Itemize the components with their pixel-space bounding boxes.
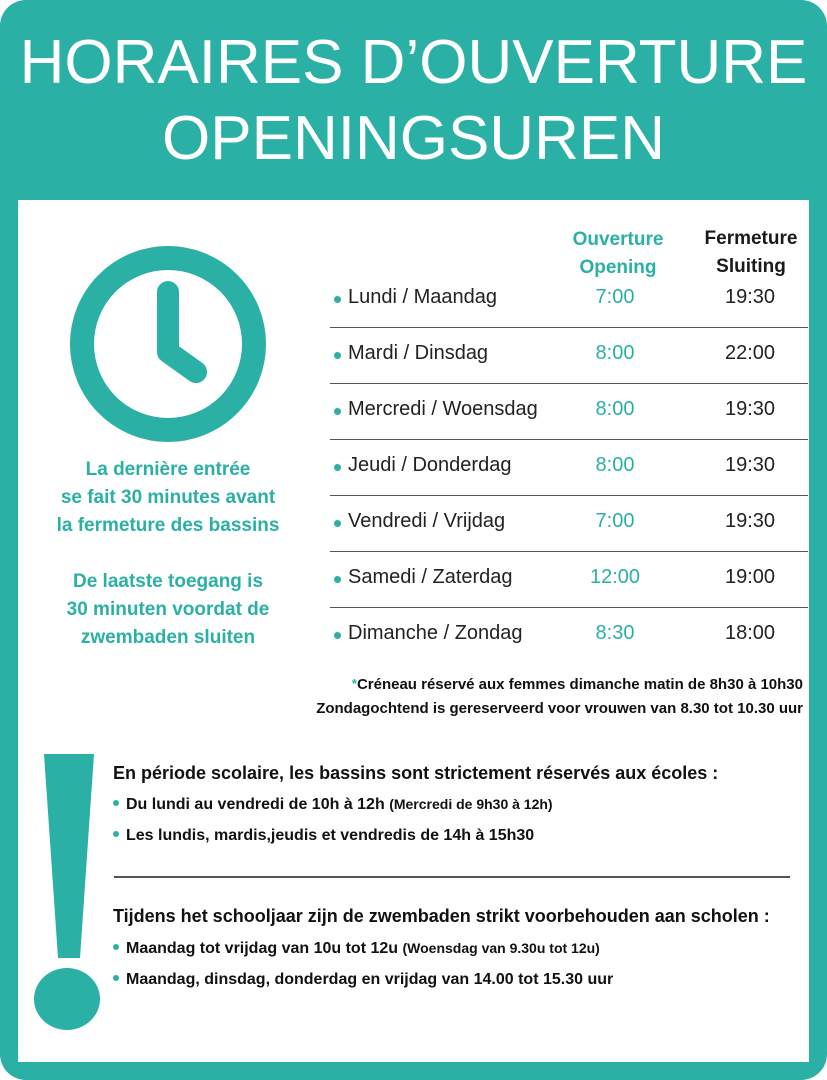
close-time: 18:00 bbox=[724, 622, 776, 644]
title-nl: OPENINGSUREN bbox=[162, 104, 665, 173]
open-time: 8:00 bbox=[595, 398, 635, 420]
day-label: Mardi / Dinsdag bbox=[348, 342, 489, 364]
school-item-note: (Woensdag van 9.30u tot 12u) bbox=[402, 940, 600, 956]
close-time: 22:00 bbox=[724, 342, 776, 364]
close-time: 19:30 bbox=[724, 398, 776, 420]
bullet-dot-icon bbox=[334, 632, 341, 639]
close-time: 19:30 bbox=[724, 286, 776, 308]
open-time: 8:30 bbox=[595, 622, 635, 644]
bullet-dot-icon bbox=[113, 831, 119, 837]
title-fr: HORAIRES D’OUVERTURE bbox=[19, 28, 808, 97]
day-label: Jeudi / Donderdag bbox=[348, 454, 512, 476]
content-panel bbox=[18, 200, 809, 1062]
bullet-dot-icon bbox=[334, 520, 341, 527]
close-time: 19:30 bbox=[724, 510, 776, 532]
bullet-dot-icon bbox=[113, 800, 119, 806]
schedule-row bbox=[330, 552, 808, 608]
schedule-row bbox=[330, 440, 808, 496]
school-item-nl bbox=[113, 940, 600, 958]
school-item-text: Maandag, dinsdag, donderdag en vrijdag van 14.00 tot 15.30 uur bbox=[126, 971, 614, 988]
bullet-dot-icon bbox=[334, 296, 341, 303]
open-time: 8:00 bbox=[595, 454, 635, 476]
open-time: 7:00 bbox=[595, 510, 635, 532]
schedule-row bbox=[330, 608, 808, 664]
bullet-dot-icon bbox=[113, 944, 119, 950]
last-entry-fr-line: La dernière entrée bbox=[85, 459, 251, 480]
schedule-row bbox=[330, 496, 808, 552]
last-entry-note-nl bbox=[18, 568, 318, 652]
women-slot-note-nl: Zondagochtend is gereserveerd voor vrouwen van 8.30 tot 10.30 uur bbox=[316, 700, 803, 717]
last-entry-nl-line: zwembaden sluiten bbox=[80, 627, 256, 648]
closing-header-fr: Fermeture bbox=[704, 228, 798, 249]
women-slot-text-fr: Créneau réservé aux femmes dimanche matin de 8h30 à 10h30 bbox=[356, 676, 803, 693]
school-item-note: (Mercredi de 9h30 à 12h) bbox=[389, 796, 553, 812]
day-label: Dimanche / Zondag bbox=[348, 622, 523, 644]
asterisk: * bbox=[351, 676, 357, 691]
closing-header-nl: Sluiting bbox=[716, 256, 786, 277]
schedule-row bbox=[330, 384, 808, 440]
bullet-dot-icon bbox=[334, 408, 341, 415]
exclamation-icon bbox=[44, 754, 94, 958]
school-item-fr bbox=[113, 796, 553, 814]
schedule-row bbox=[330, 328, 808, 384]
day-label: Vendredi / Vrijdag bbox=[348, 510, 506, 532]
exclamation-dot bbox=[34, 968, 100, 1030]
open-time: 8:00 bbox=[595, 342, 635, 364]
section-divider bbox=[114, 876, 790, 878]
day-label: Lundi / Maandag bbox=[348, 286, 498, 308]
last-entry-nl-line: 30 minuten voordat de bbox=[66, 599, 270, 620]
close-time: 19:30 bbox=[724, 454, 776, 476]
opening-header-nl: Opening bbox=[579, 257, 657, 278]
bullet-dot-icon bbox=[334, 464, 341, 471]
day-label: Samedi / Zaterdag bbox=[348, 566, 513, 588]
last-entry-nl-line: De laatste toegang is bbox=[72, 571, 264, 592]
school-item-text: Les lundis, mardis,jeudis et vendredis de 14h à 15h30 bbox=[126, 827, 535, 844]
opening-header-fr: Ouverture bbox=[572, 229, 664, 250]
open-time: 7:00 bbox=[595, 286, 635, 308]
bullet-dot-icon bbox=[334, 576, 341, 583]
day-label: Mercredi / Woensdag bbox=[348, 398, 538, 420]
last-entry-fr-line: se fait 30 minutes avant bbox=[60, 487, 276, 508]
last-entry-fr-line: la fermeture des bassins bbox=[56, 515, 280, 536]
clock-icon bbox=[68, 244, 268, 444]
bullet-dot-icon bbox=[334, 352, 341, 359]
last-entry-note-fr bbox=[18, 456, 318, 540]
school-item-text: Maandag tot vrijdag van 10u tot 12u bbox=[126, 940, 399, 957]
school-item-fr bbox=[113, 827, 534, 845]
school-heading-nl: Tijdens het schooljaar zijn de zwembaden strikt voorbehouden aan scholen : bbox=[113, 906, 770, 926]
school-item-text: Du lundi au vendredi de 10h à 12h bbox=[126, 796, 385, 813]
school-item-nl bbox=[113, 971, 613, 989]
close-time: 19:00 bbox=[724, 566, 776, 588]
schedule-row bbox=[330, 272, 808, 328]
open-time: 12:00 bbox=[589, 566, 641, 588]
women-slot-note-fr bbox=[352, 676, 803, 693]
bullet-dot-icon bbox=[113, 975, 119, 981]
school-heading-fr: En période scolaire, les bassins sont strictement réservés aux écoles : bbox=[113, 763, 719, 783]
